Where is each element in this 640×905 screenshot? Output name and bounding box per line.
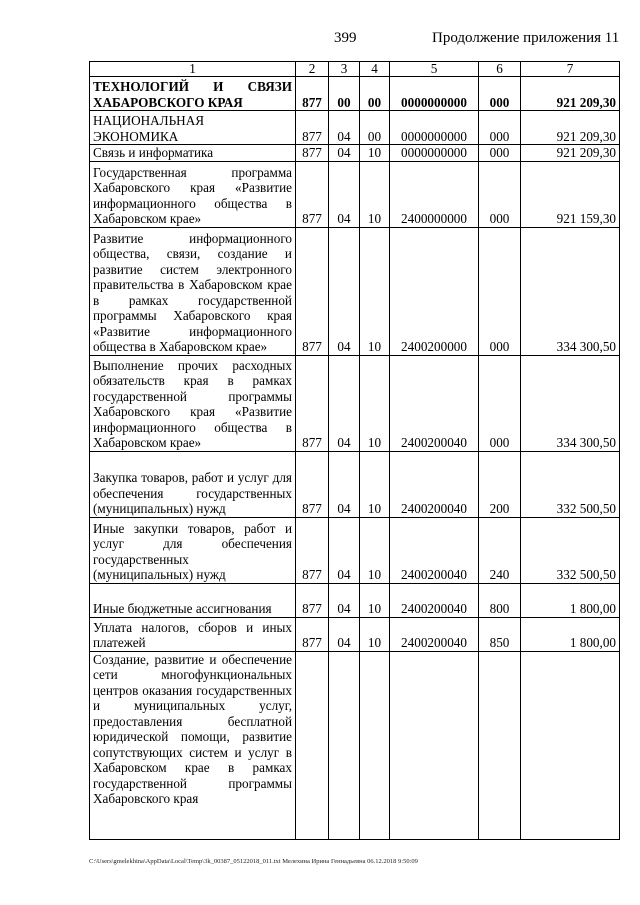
row-rz: 04 — [329, 617, 360, 651]
row-csr: 2400200000 — [390, 227, 479, 355]
row-sum: 921 209,30 — [521, 111, 620, 145]
row-sum: 334 300,50 — [521, 355, 620, 451]
row-name: Закупка товаров, работ и услуг для обеспечения государственных (муниципальных) нужд — [90, 451, 296, 517]
row-name: ТЕХНОЛОГИЙ И СВЯЗИ ХАБАРОВСКОГО КРАЯ — [90, 77, 296, 111]
row-pr: 00 — [360, 77, 390, 111]
row-rz: 04 — [329, 451, 360, 517]
row-ved: 877 — [296, 111, 329, 145]
row-ved: 877 — [296, 517, 329, 583]
row-vr: 000 — [479, 227, 521, 355]
row-pr: 10 — [360, 355, 390, 451]
column-header: 6 — [479, 62, 521, 77]
table-row — [90, 583, 620, 617]
row-ved: 877 — [296, 161, 329, 227]
row-sum: 921 209,30 — [521, 77, 620, 111]
row-ved: 877 — [296, 77, 329, 111]
row-csr — [390, 651, 479, 839]
table-row — [90, 227, 620, 355]
row-pr: 10 — [360, 583, 390, 617]
row-name: Уплата налогов, сборов и иных платежей — [90, 617, 296, 651]
row-pr — [360, 651, 390, 839]
row-vr: 200 — [479, 451, 521, 517]
table-row — [90, 161, 620, 227]
page-number: 399 — [334, 30, 357, 46]
row-sum — [521, 651, 620, 839]
table-row — [90, 111, 620, 145]
table-row — [90, 617, 620, 651]
table-row — [90, 77, 620, 111]
row-ved: 877 — [296, 355, 329, 451]
footer-file-path: C:\Users\gmelekhina\AppData\Local\Temp\3k_00387_05122018_011.txt Мелехина Ирина Геннадьевна 06.12.2018 9:50:09 — [89, 858, 418, 865]
row-rz: 04 — [329, 161, 360, 227]
table-row — [90, 517, 620, 583]
row-sum: 1 800,00 — [521, 617, 620, 651]
column-header: 1 — [90, 62, 296, 77]
column-header: 7 — [521, 62, 620, 77]
row-name: Развитие информационного общества, связи, создание и развитие систем электронного правительства в Хабаровском крае в рамках государственной программы Хабаровского края «Развитие информационного общества в Хабаровском крае» — [90, 227, 296, 355]
row-csr: 0000000000 — [390, 111, 479, 145]
row-rz: 04 — [329, 227, 360, 355]
row-ved: 877 — [296, 617, 329, 651]
table-row — [90, 145, 620, 162]
table-row — [90, 355, 620, 451]
row-ved — [296, 651, 329, 839]
row-name: Связь и информатика — [90, 145, 296, 162]
row-name: Создание, развитие и обеспечение сети многофункциональных центров оказания государственных и муниципальных услуг, предоставления бесплатной юридической помощи, развитие сопутствующих систем и услуг в Хабаровском крае в рамках государственной программы Хабаровского края — [90, 651, 296, 839]
row-name: Иные бюджетные ассигнования — [90, 583, 296, 617]
row-sum: 921 209,30 — [521, 145, 620, 162]
row-rz: 04 — [329, 517, 360, 583]
row-ved: 877 — [296, 145, 329, 162]
row-csr: 2400200040 — [390, 517, 479, 583]
row-pr: 10 — [360, 227, 390, 355]
row-rz: 04 — [329, 111, 360, 145]
row-sum: 334 300,50 — [521, 227, 620, 355]
row-rz: 04 — [329, 583, 360, 617]
row-rz: 04 — [329, 355, 360, 451]
column-header: 5 — [390, 62, 479, 77]
row-pr: 10 — [360, 145, 390, 162]
row-csr: 2400200040 — [390, 617, 479, 651]
row-rz: 04 — [329, 145, 360, 162]
column-header: 2 — [296, 62, 329, 77]
row-pr: 10 — [360, 161, 390, 227]
row-rz — [329, 651, 360, 839]
row-vr: 000 — [479, 111, 521, 145]
row-pr: 10 — [360, 617, 390, 651]
row-csr: 2400200040 — [390, 355, 479, 451]
row-ved: 877 — [296, 227, 329, 355]
table-header-row — [90, 62, 620, 77]
row-name: Иные закупки товаров, работ и услуг для обеспечения государственных (муниципальных) нужд — [90, 517, 296, 583]
row-vr — [479, 651, 521, 839]
table-row — [90, 651, 620, 839]
row-pr: 00 — [360, 111, 390, 145]
row-vr: 850 — [479, 617, 521, 651]
row-csr: 2400000000 — [390, 161, 479, 227]
row-vr: 000 — [479, 355, 521, 451]
row-rz: 00 — [329, 77, 360, 111]
budget-table — [89, 61, 620, 840]
row-vr: 240 — [479, 517, 521, 583]
row-name: НАЦИОНАЛЬНАЯ ЭКОНОМИКА — [90, 111, 296, 145]
column-header: 3 — [329, 62, 360, 77]
row-vr: 000 — [479, 161, 521, 227]
row-vr: 000 — [479, 77, 521, 111]
row-sum: 332 500,50 — [521, 517, 620, 583]
row-csr: 2400200040 — [390, 451, 479, 517]
row-pr: 10 — [360, 451, 390, 517]
row-ved: 877 — [296, 451, 329, 517]
appendix-note: Продолжение приложения 11 — [432, 30, 620, 46]
row-name: Государственная программа Хабаровского края «Развитие информационного общества в Хабаровском крае» — [90, 161, 296, 227]
row-csr: 2400200040 — [390, 583, 479, 617]
row-pr: 10 — [360, 517, 390, 583]
row-vr: 000 — [479, 145, 521, 162]
row-name: Выполнение прочих расходных обязательств края в рамках государственной программы Хабаровского края «Развитие информационного общества в Хабаровском крае» — [90, 355, 296, 451]
row-vr: 800 — [479, 583, 521, 617]
row-ved: 877 — [296, 583, 329, 617]
table-row — [90, 451, 620, 517]
row-sum: 921 159,30 — [521, 161, 620, 227]
row-csr: 0000000000 — [390, 77, 479, 111]
column-header: 4 — [360, 62, 390, 77]
row-sum: 1 800,00 — [521, 583, 620, 617]
row-csr: 0000000000 — [390, 145, 479, 162]
row-sum: 332 500,50 — [521, 451, 620, 517]
